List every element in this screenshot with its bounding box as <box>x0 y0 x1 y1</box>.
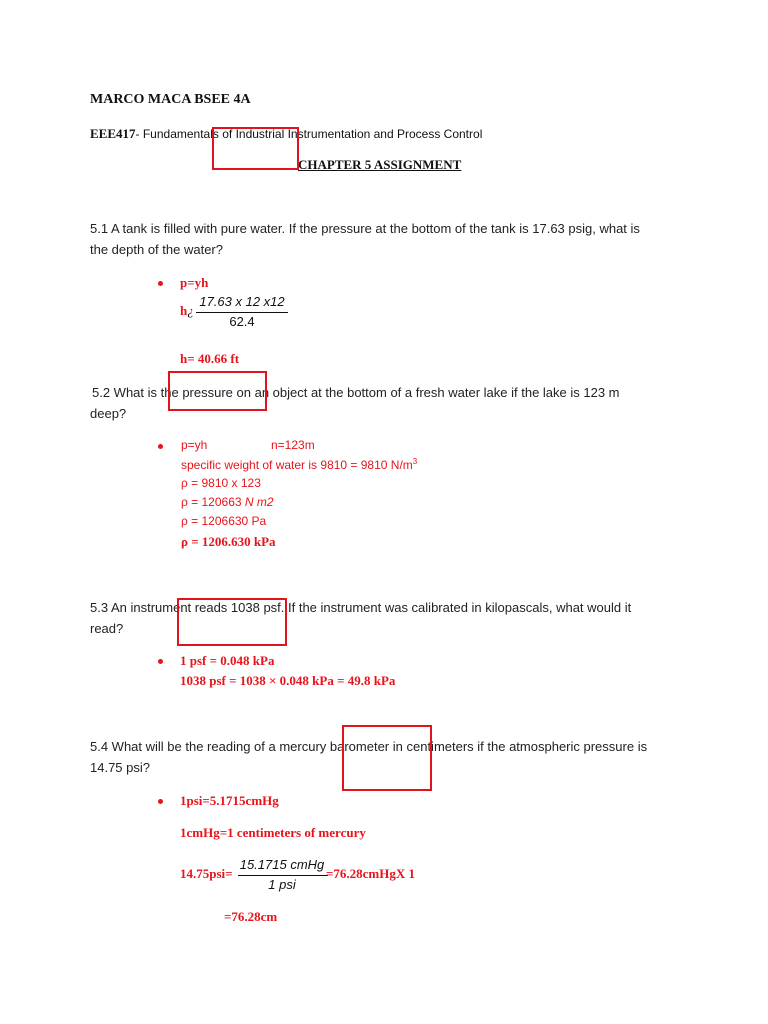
q1-h-expression <box>180 302 194 320</box>
q2-line6: ρ = 1206.630 kPa <box>181 534 276 549</box>
q1-h-label: h <box>180 303 188 318</box>
question-5-3-line1: 5.3 An instrument reads 1038 psf. If the instrument was calibrated in kilopascals, what would it <box>90 600 632 615</box>
q2-line4 <box>181 495 274 509</box>
q3-line2: 1038 psf = 1038 × 0.048 kPa = 49.8 kPa <box>180 673 396 688</box>
q2-line2 <box>181 457 417 472</box>
q1-numerator: 17.63 x 12 x12 <box>199 294 285 309</box>
annotation-box-3 <box>177 598 287 646</box>
bullet-icon <box>158 281 163 286</box>
bullet-icon <box>158 659 163 664</box>
q3-line1: 1 psf = 0.048 kPa <box>180 653 275 668</box>
q1-fraction-bar <box>196 312 288 313</box>
q4-rhs: =76.28cmHgX 1 <box>326 866 416 881</box>
bullet-icon <box>158 444 163 449</box>
q4-denominator: 1 psi <box>268 877 296 892</box>
course-title: - Fundamentals of Industrial Instrumentation and Process Control <box>135 127 483 141</box>
q2-specific-weight: specific weight of water is 9810 = 9810 N/m <box>181 458 413 472</box>
q2-specific-weight-sup: 3 <box>412 457 418 466</box>
question-5-3-line2: read? <box>90 621 124 636</box>
question-5-2-line1: 5.2 What is the pressure on an object at the bottom of a fresh water lake if the lake is 123 m <box>92 385 620 400</box>
q2-line5: ρ = 1206630 Pa <box>181 514 267 528</box>
question-5-4-line2: 14.75 psi? <box>90 760 150 775</box>
annotation-box-2 <box>168 371 267 411</box>
question-5-2-line2: deep? <box>90 406 127 421</box>
q1-answer: h= 40.66 ft <box>180 351 240 366</box>
student-name: MARCO MACA BSEE 4A <box>90 92 251 107</box>
q2-depth: n=123m <box>271 438 315 452</box>
q2-line4-value: ρ = 120663 <box>181 495 245 509</box>
q1-denominator: 62.4 <box>229 314 255 329</box>
question-5-4-line1: 5.4 What will be the reading of a mercury barometer in centimeters if the atmospheric pressure is <box>90 739 648 754</box>
q2-line4-unit: N m2 <box>244 495 274 509</box>
q4-fraction-bar <box>238 875 328 876</box>
question-5-1-line1: 5.1 A tank is filled with pure water. If the pressure at the bottom of the tank is 17.63 psig, what is <box>90 221 640 236</box>
bullet-icon <box>158 799 163 804</box>
q2-line3: ρ = 9810 x 123 <box>181 476 261 490</box>
q4-lhs: 14.75psi= <box>180 866 233 881</box>
annotation-box-4 <box>342 725 432 791</box>
q4-numerator: 15.1715 cmHg <box>239 857 325 872</box>
q1-formula: p=yh <box>180 275 209 290</box>
q4-line2: 1cmHg=1 centimeters of mercury <box>180 825 366 840</box>
q4-line1: 1psi=5.1715cmHg <box>180 793 279 808</box>
annotation-box-1 <box>212 127 299 170</box>
question-5-1-line2: the depth of the water? <box>90 242 223 257</box>
course-code: EEE417 <box>90 126 136 141</box>
q2-formula: p=yh <box>181 438 208 452</box>
q2-line1 <box>181 438 315 452</box>
chapter-title: CHAPTER 5 ASSIGNMENT <box>298 157 462 172</box>
q4-answer: =76.28cm <box>224 909 278 924</box>
q1-h-glyph: ¿ <box>187 303 194 318</box>
